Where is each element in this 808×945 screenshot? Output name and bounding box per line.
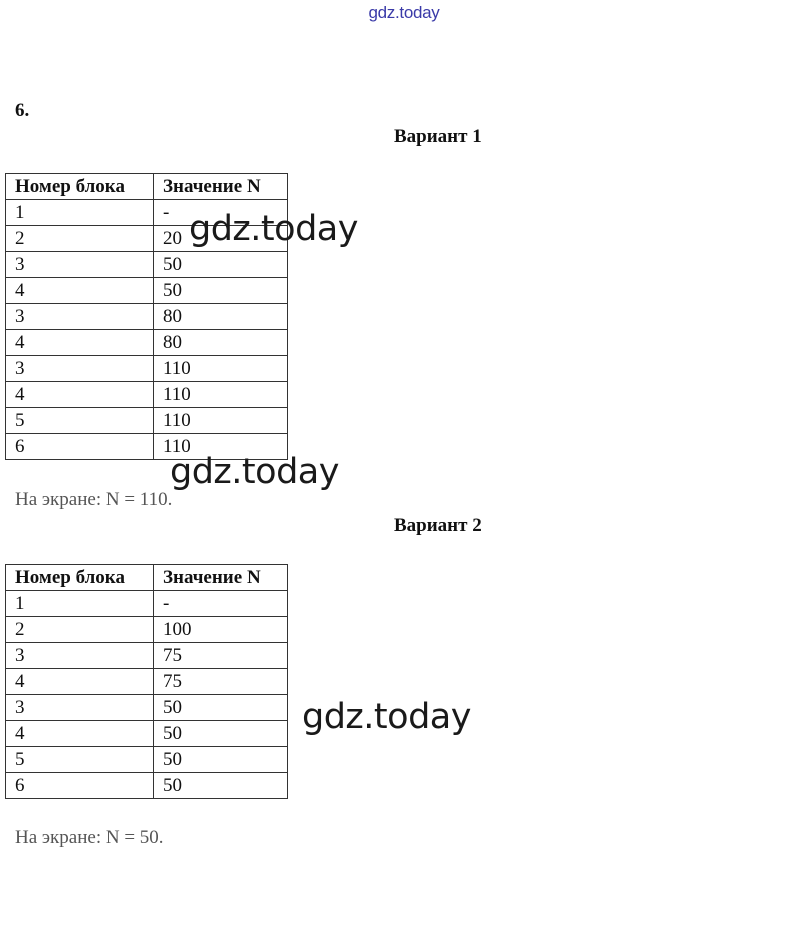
cell-value-n: 50 [154, 721, 288, 747]
cell-block-number: 1 [6, 200, 154, 226]
watermark: gdz.today [302, 697, 471, 737]
cell-value-n: - [154, 591, 288, 617]
variant-2-title: Вариант 2 [394, 515, 482, 536]
cell-value-n: 50 [154, 252, 288, 278]
cell-value-n: 50 [154, 773, 288, 799]
cell-value-n: 110 [154, 408, 288, 434]
watermark: gdz.today [170, 452, 339, 492]
table-row [6, 304, 288, 330]
table-row [6, 356, 288, 382]
cell-value-n: 50 [154, 278, 288, 304]
table-row [6, 330, 288, 356]
cell-value-n: 100 [154, 617, 288, 643]
table-row [6, 695, 288, 721]
table-row [6, 408, 288, 434]
cell-value-n: 75 [154, 669, 288, 695]
cell-block-number: 3 [6, 304, 154, 330]
cell-value-n: 50 [154, 695, 288, 721]
column-header-value-n: Значение N [154, 174, 288, 200]
cell-block-number: 4 [6, 330, 154, 356]
cell-value-n: 50 [154, 747, 288, 773]
cell-block-number: 3 [6, 356, 154, 382]
cell-block-number: 6 [6, 773, 154, 799]
table-row [6, 252, 288, 278]
table-row [6, 747, 288, 773]
cell-block-number: 3 [6, 695, 154, 721]
table-row [6, 591, 288, 617]
column-header-value-n: Значение N [154, 565, 288, 591]
column-header-block-number: Номер блока [6, 565, 154, 591]
cell-block-number: 4 [6, 669, 154, 695]
watermark: gdz.today [189, 209, 358, 249]
variant-2-result: На экране: N = 50. [15, 827, 164, 848]
cell-value-n: 75 [154, 643, 288, 669]
cell-block-number: 4 [6, 721, 154, 747]
cell-value-n: 20 [154, 226, 288, 252]
variant-1-result: На экране: N = 110. [15, 489, 173, 510]
cell-block-number: 3 [6, 252, 154, 278]
cell-value-n: 110 [154, 382, 288, 408]
cell-block-number: 1 [6, 591, 154, 617]
cell-block-number: 5 [6, 408, 154, 434]
cell-block-number: 6 [6, 434, 154, 460]
table-row [6, 773, 288, 799]
cell-value-n: 110 [154, 434, 288, 460]
cell-value-n: - [154, 200, 288, 226]
cell-block-number: 4 [6, 278, 154, 304]
table-row [6, 669, 288, 695]
site-header-logo[interactable]: gdz.today [368, 3, 440, 22]
cell-block-number: 4 [6, 382, 154, 408]
table-header-row [6, 565, 288, 591]
cell-block-number: 3 [6, 643, 154, 669]
cell-block-number: 2 [6, 617, 154, 643]
column-header-block-number: Номер блока [6, 174, 154, 200]
table-row [6, 643, 288, 669]
cell-value-n: 80 [154, 330, 288, 356]
table-header-row [6, 174, 288, 200]
table-row [6, 617, 288, 643]
cell-value-n: 110 [154, 356, 288, 382]
task-number: 6. [15, 100, 30, 121]
cell-block-number: 5 [6, 747, 154, 773]
variant-1-title: Вариант 1 [394, 126, 482, 147]
cell-block-number: 2 [6, 226, 154, 252]
variant-2-table-body [6, 591, 288, 799]
cell-value-n: 80 [154, 304, 288, 330]
table-row [6, 721, 288, 747]
table-row [6, 382, 288, 408]
variant-2-table [5, 564, 288, 799]
table-row [6, 278, 288, 304]
